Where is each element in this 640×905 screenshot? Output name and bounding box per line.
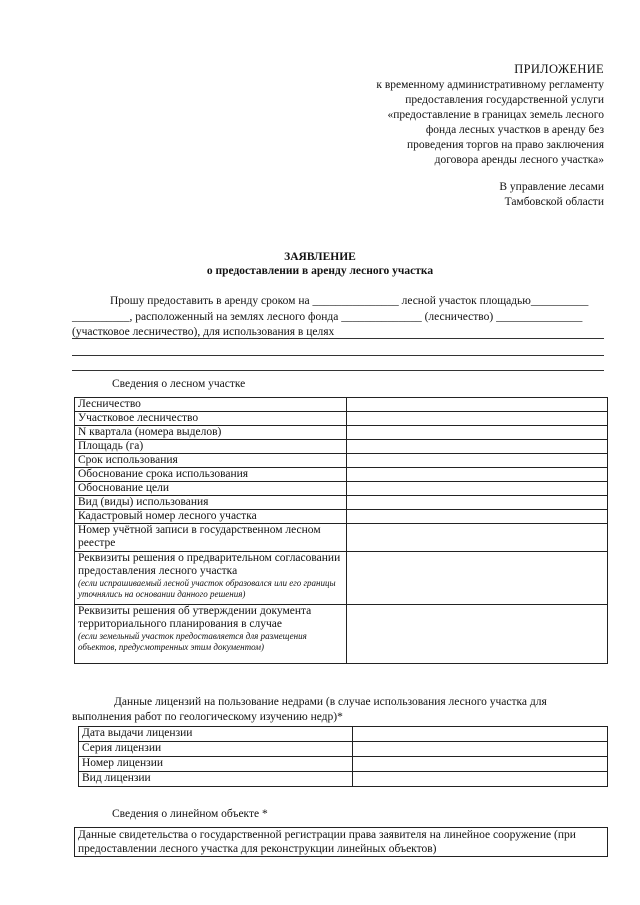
table-row <box>75 426 608 440</box>
row-label: Площадь (га) <box>75 440 347 454</box>
purpose-blank[interactable] <box>72 340 604 356</box>
row-label: Номер лицензии <box>79 757 353 772</box>
license-section-label <box>72 695 608 725</box>
value-cell[interactable] <box>346 426 607 440</box>
forest-info-table <box>74 397 608 664</box>
appendix-title: ПРИЛОЖЕНИЕ <box>514 62 604 76</box>
row-label: Обоснование срока использования <box>75 468 347 482</box>
row-label: Кадастровый номер лесного участка <box>75 510 347 524</box>
value-cell[interactable] <box>346 605 607 664</box>
table-row <box>75 605 608 664</box>
row-label: Номер учётной записи в государственном лесном реестре <box>75 524 347 552</box>
value-cell[interactable] <box>352 742 607 757</box>
request-line: __________, расположенный на землях лесного фонда ______________ (лесничество) _______________ <box>72 310 583 323</box>
row-label <box>75 605 347 664</box>
row-label: Серия лицензии <box>79 742 353 757</box>
appendix-line: предоставления государственной услуги <box>405 94 604 106</box>
territorial-plan-text: Реквизиты решения об утверждении документа территориального планирования в случае <box>78 605 312 630</box>
license-label-line: выполнения работ по геологическому изучению недр)* <box>72 711 343 723</box>
license-label-line: Данные лицензий на пользование недрами (в случае использования лесного участка для <box>114 696 547 708</box>
appendix-line: «предоставление в границах земель лесного <box>387 109 604 121</box>
value-cell[interactable] <box>346 440 607 454</box>
value-cell[interactable] <box>352 757 607 772</box>
value-cell[interactable] <box>352 772 607 787</box>
request-line: Прошу предоставить в аренду сроком на _______________ лесной участок площадью__________ <box>110 295 589 307</box>
license-table <box>78 726 608 787</box>
linear-section-label: Сведения о линейном объекте * <box>112 808 268 820</box>
request-line-wrap <box>72 325 604 341</box>
row-label: Срок использования <box>75 454 347 468</box>
appendix-line: к временному административному регламенту <box>376 79 604 91</box>
document-title-main: ЗАЯВЛЕНИЕ <box>284 251 356 263</box>
appendix-header <box>314 62 604 168</box>
row-label: Дата выдачи лицензии <box>79 727 353 742</box>
value-cell[interactable] <box>346 510 607 524</box>
appendix-line: фонда лесных участков в аренду без <box>425 124 604 136</box>
recipient-line: В управление лесами <box>499 181 604 193</box>
recipient-block <box>404 180 604 210</box>
request-line: (участковое лесничество), для использования в целях <box>72 326 335 338</box>
value-cell[interactable] <box>346 552 607 605</box>
table-row <box>75 524 608 552</box>
row-label: Вид (виды) использования <box>75 496 347 510</box>
table-row <box>79 772 608 787</box>
purpose-blank[interactable] <box>72 355 604 371</box>
row-label: Участковое лесничество <box>75 412 347 426</box>
row-label: Обоснование цели <box>75 482 347 496</box>
row-label <box>75 552 347 605</box>
table-row <box>75 482 608 496</box>
value-cell[interactable] <box>346 454 607 468</box>
table-row <box>75 398 608 412</box>
value-cell[interactable] <box>346 482 607 496</box>
value-cell[interactable] <box>352 727 607 742</box>
appendix-line: проведения торгов на право заключения <box>407 139 604 151</box>
table-row <box>75 412 608 426</box>
table-row <box>75 454 608 468</box>
row-label: N квартала (номера выделов) <box>75 426 347 440</box>
recipient-line: Тамбовской области <box>504 196 604 208</box>
table-row <box>75 510 608 524</box>
linear-object-box[interactable]: Данные свидетельства о государственной регистрации права заявителя на линейное сооружение (при предоставлении лесного участка для реконструкции линейных объектов) <box>74 827 608 857</box>
table-row <box>79 727 608 742</box>
table-row <box>75 440 608 454</box>
row-label: Вид лицензии <box>79 772 353 787</box>
document-title-sub: о предоставлении в аренду лесного участка <box>206 265 434 277</box>
document-title <box>0 250 640 278</box>
table-row <box>75 468 608 482</box>
table-row <box>79 757 608 772</box>
request-text <box>72 294 604 371</box>
value-cell[interactable] <box>346 468 607 482</box>
appendix-line: договора аренды лесного участка» <box>434 154 604 166</box>
table-row <box>75 496 608 510</box>
value-cell[interactable] <box>346 398 607 412</box>
row-label: Лесничество <box>75 398 347 412</box>
table-row <box>79 742 608 757</box>
table-row <box>75 552 608 605</box>
territorial-plan-note: (если земельный участок предоставляется для размещения объектов, предусмотренных этим документом) <box>78 631 307 652</box>
prelim-decision-text: Реквизиты решения о предварительном согласовании предоставления лесного участка <box>78 552 341 577</box>
value-cell[interactable] <box>346 412 607 426</box>
prelim-decision-note: (если испрашиваемый лесной участок образовался или его границы уточнялись на основании данного решения) <box>78 578 336 599</box>
forest-section-label: Сведения о лесном участке <box>112 378 246 390</box>
value-cell[interactable] <box>346 496 607 510</box>
value-cell[interactable] <box>346 524 607 552</box>
